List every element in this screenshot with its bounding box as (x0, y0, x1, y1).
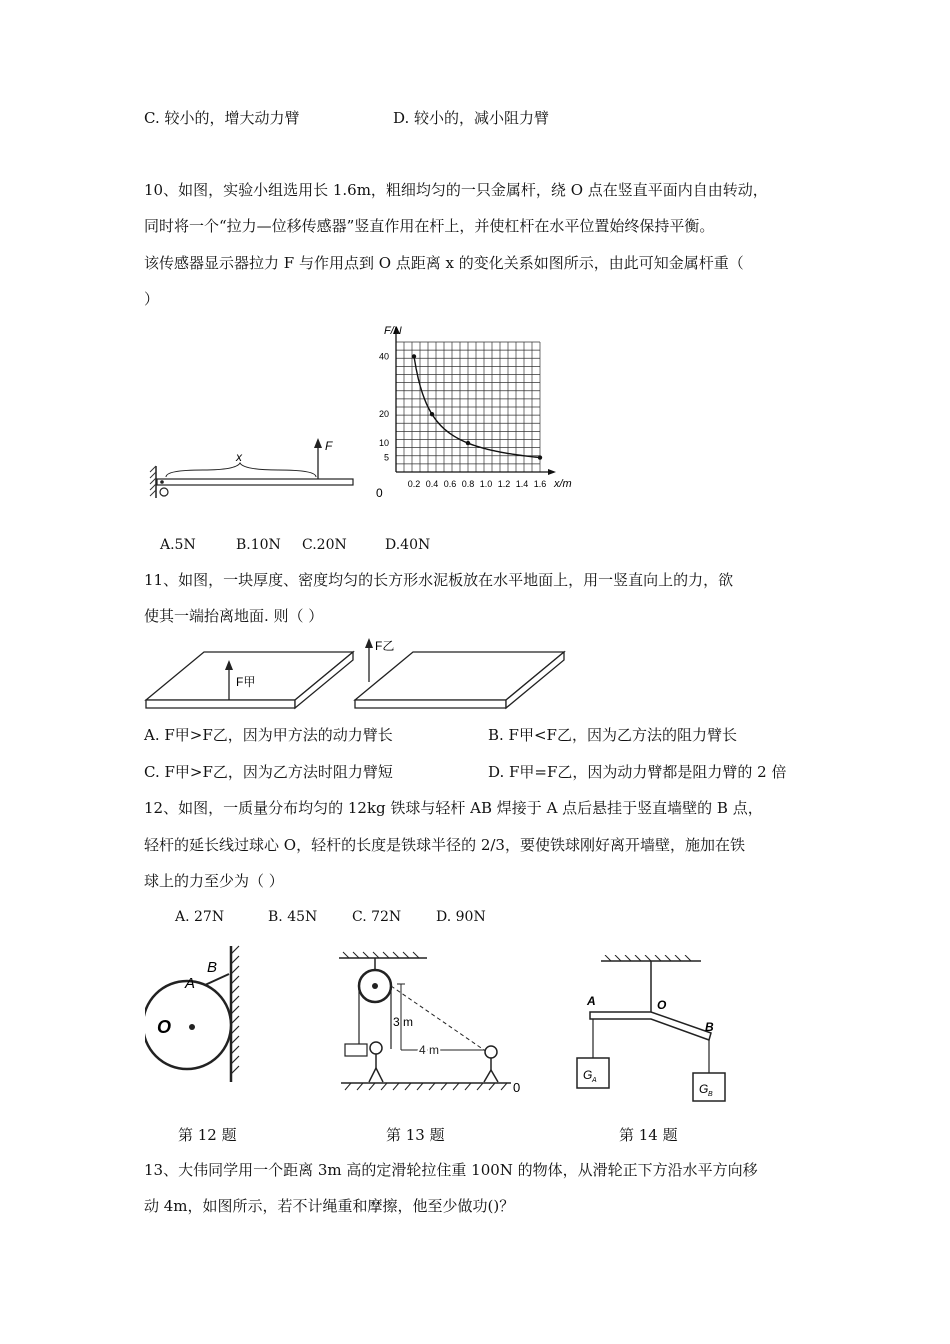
fig14-ga-g: G (583, 1068, 593, 1082)
q12-line3: 球上的力至少为（ ） (144, 872, 284, 890)
caption-12: 第 12 题 (178, 1126, 237, 1144)
q10-x-label: x (236, 450, 242, 464)
y-tick-label: 20 (378, 409, 389, 420)
q12-line2: 轻杆的延长线过球心 O，轻杆的长度是铁球半径的 2/3，要使铁球刚好离开墙壁，施加在铁 (144, 836, 745, 854)
x-tick-label: 0.8 (461, 479, 475, 489)
x-tick-label: 1.4 (515, 479, 529, 489)
data-point (538, 455, 542, 459)
fig14-label-o: O (657, 998, 667, 1012)
q9-option-c: C. 较小的，增大动力臂 (144, 109, 300, 127)
q9-option-d: D. 较小的，减小阻力臂 (393, 109, 550, 127)
fig13-height-label: 3 m (393, 1015, 414, 1029)
fig14-ga-sub: A (592, 1077, 597, 1084)
x-tick-label: 0.6 (443, 479, 457, 489)
q12-line1: 12、如图，一质量分布均匀的 12kg 铁球与轻杆 AB 焊接于 A 点后悬挂于竖直墙壁的 B 点， (144, 799, 763, 817)
x-tick-label: 1.0 (479, 479, 493, 489)
q10-line1: 10、如图，实验小组选用长 1.6m，粗细均匀的一只金属杆，绕 O 点在竖直平面内自由转动， (144, 181, 768, 199)
x-tick-label: 0.2 (407, 479, 421, 489)
fig14-gb-sub: B (708, 1091, 713, 1098)
x-axis-arrow (548, 469, 556, 475)
q11-label-jia: F甲 (236, 675, 256, 689)
data-point (430, 412, 434, 416)
fig13-distance-label: 4 m (419, 1043, 440, 1057)
q12-option-b: B. 45N (268, 909, 318, 925)
q10-force-label: F (325, 439, 333, 453)
q11-option-d: D. F甲=F乙，因为动力臂都是阻力臂的 2 倍 (488, 763, 787, 781)
q10-option-c: C.20N (302, 537, 347, 553)
y-tick-label: 40 (378, 351, 389, 362)
q11-slab-figure (140, 632, 570, 712)
q10-line4: ） (144, 290, 160, 308)
q10-force-chart (360, 320, 590, 505)
q10-option-d: D.40N (385, 537, 431, 553)
x-tick-label: 1.6 (533, 479, 547, 489)
fig12-label-a: A (185, 975, 196, 992)
x-tick-label: 0.4 (425, 479, 439, 489)
fig12-label-b: B (207, 959, 218, 976)
x-tick-label: 1.2 (497, 479, 511, 489)
q13-line1: 13、大伟同学用一个距离 3m 高的定滑轮拉住重 100N 的物体，从滑轮正下方沿水平方向移 (144, 1161, 758, 1179)
q10-option-b: B.10N (236, 537, 281, 553)
data-point (466, 441, 470, 445)
fig13-origin-label: 0 (513, 1080, 521, 1094)
fig14-label-a: A (587, 994, 596, 1008)
fig14-gb-g: G (699, 1082, 709, 1096)
caption-13: 第 13 题 (386, 1126, 445, 1144)
q12-option-c: C. 72N (352, 909, 402, 925)
y-tick-label: 10 (378, 438, 389, 449)
fig14-lever (565, 955, 735, 1105)
q13-line2: 动 4m，如图所示，若不计绳重和摩擦，他至少做功()？ (144, 1197, 515, 1215)
fig13-pulley (335, 944, 525, 1094)
fig12-label-o: O (157, 1017, 172, 1037)
q10-lever-figure (148, 430, 358, 502)
q11-option-c: C. F甲>F乙，因为乙方法时阻力臂短 (144, 763, 393, 781)
fig12-ball-on-wall (145, 944, 250, 1086)
y-tick-label: 5 (383, 452, 389, 463)
q11-option-a: A. F甲>F乙，因为甲方法的动力臂长 (144, 726, 393, 744)
q10-option-a: A.5N (160, 537, 196, 553)
fig14-label-b: B (705, 1020, 714, 1034)
y-axis-label: F/N (384, 325, 402, 337)
x-axis-label: x/m (554, 478, 572, 490)
q12-option-d: D. 90N (436, 909, 486, 925)
q11-line1: 11、如图，一块厚度、密度均匀的长方形水泥板放在水平地面上，用一竖直向上的力，欲 (144, 571, 734, 589)
data-point (412, 354, 416, 358)
q12-option-a: A. 27N (175, 909, 225, 925)
q11-option-b: B. F甲<F乙，因为乙方法的阻力臂长 (488, 726, 737, 744)
q10-line2: 同时将一个“拉力—位移传感器”竖直作用在杆上，并使杠杆在水平位置始终保持平衡。 (144, 217, 715, 235)
origin-label: 0 (376, 486, 383, 500)
caption-14: 第 14 题 (619, 1126, 678, 1144)
q11-line2: 使其一端抬离地面. 则（ ） (144, 607, 324, 625)
q10-line3: 该传感器显示器拉力 F 与作用点到 O 点距离 x 的变化关系如图所示，由此可知金属杆重（ (144, 254, 744, 272)
q11-label-yi: F乙 (375, 639, 395, 653)
